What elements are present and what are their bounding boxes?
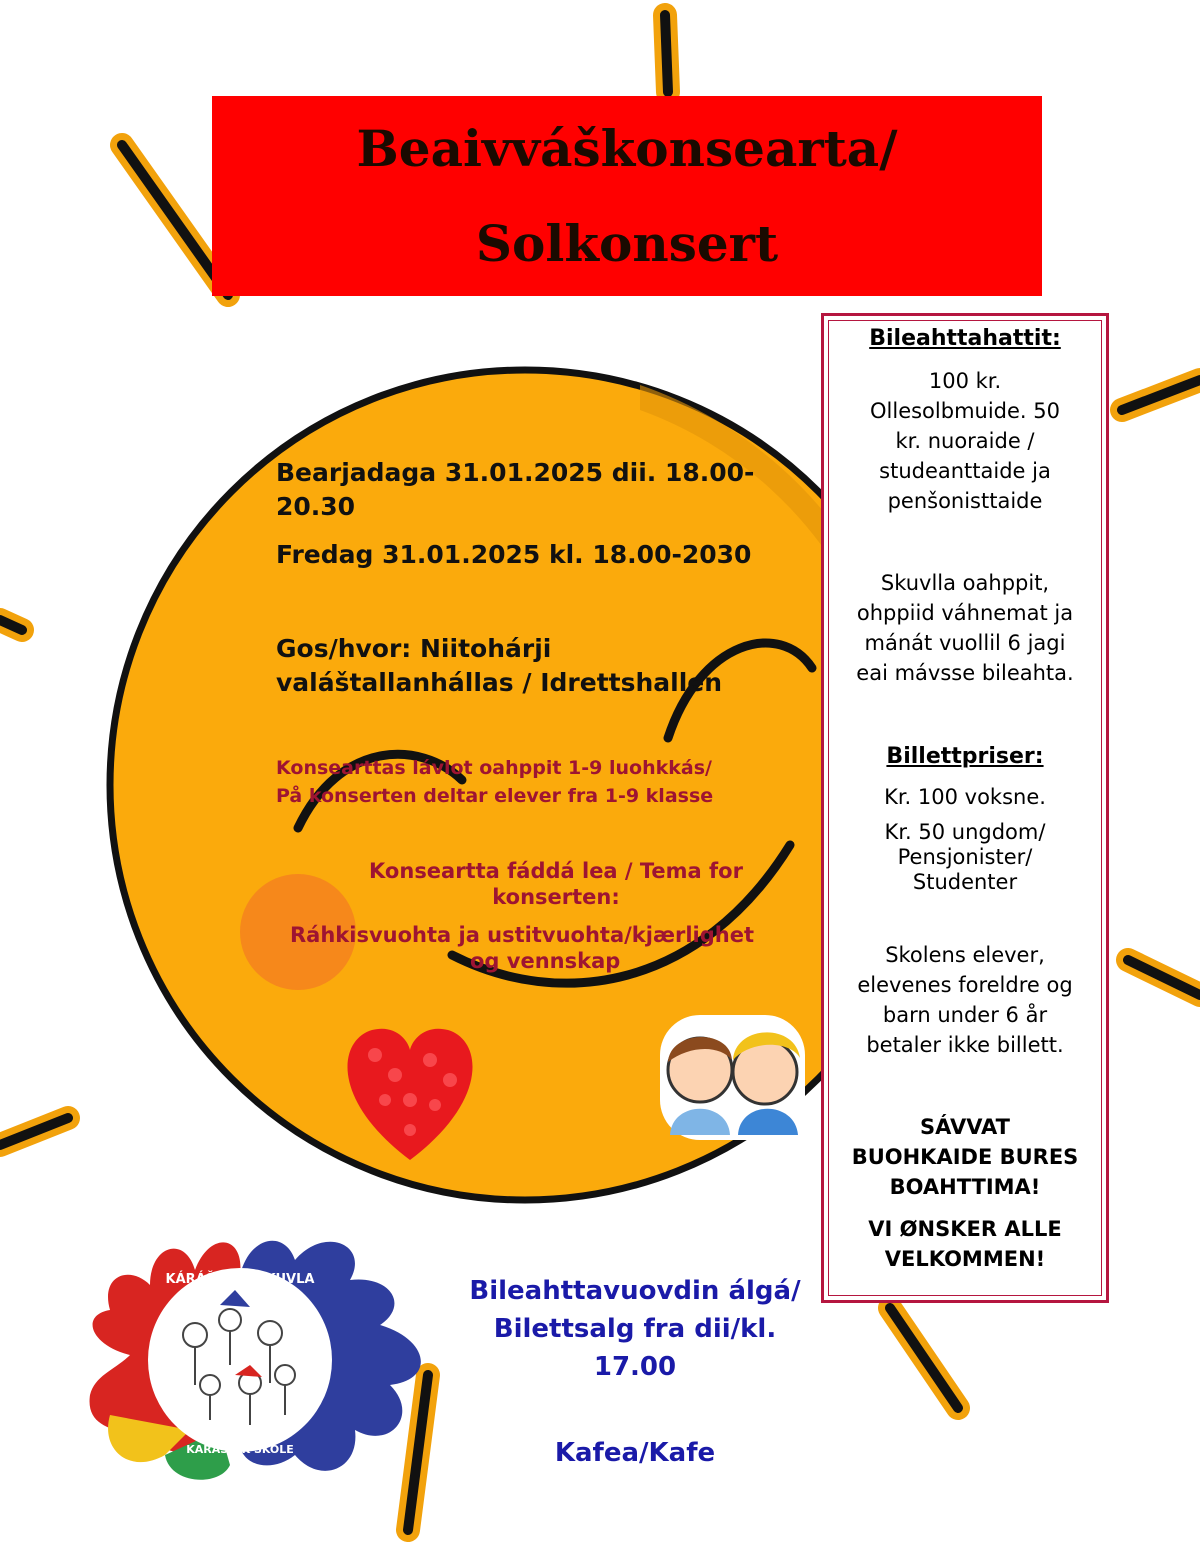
price-adult: Kr. 100 voksne. (884, 785, 1046, 809)
welcome-sami-line: BOAHTTIMA! (889, 1175, 1041, 1199)
ticket-prices-sami (830, 366, 1100, 516)
ticket-price-sami-line: kr. nuoraide / (895, 429, 1035, 453)
ticket-heading-sami: Bileahttahattit: (869, 326, 1061, 351)
free-entry-sami-line: ohppiid váhnemat ja (856, 601, 1074, 625)
free-entry-norwegian-line: elevenes foreldre og (857, 973, 1073, 997)
date-sami (276, 456, 816, 524)
sun-ray (665, 15, 668, 92)
kids-illustration (660, 1015, 805, 1140)
title-line-1: Beaivváškonsearta/ (356, 119, 898, 178)
theme-line-2: konserten: (492, 885, 620, 909)
price-reduced (830, 820, 1100, 895)
school-logo (70, 1215, 450, 1495)
free-entry-norwegian-line: barn under 6 år (882, 1003, 1048, 1027)
cafe-label: Kafea/Kafe (554, 1438, 716, 1468)
sun-ray (890, 1308, 958, 1408)
welcome-sami (830, 1112, 1100, 1202)
logo-circle (148, 1268, 332, 1452)
sun-ray (0, 620, 22, 630)
venue-line-1: Gos/hvor: Niitohárji (276, 634, 552, 663)
free-entry-sami (830, 568, 1100, 688)
venue-line-2: valáštallanhállas / Idrettshallen (276, 668, 723, 697)
theme-value-line-1: Ráhkisvuohta ja ustitvuohta/kjærlighet (290, 923, 754, 947)
sun-ray (1128, 960, 1200, 995)
venue (276, 632, 816, 700)
free-entry-norwegian-line: Skolens elever, (885, 943, 1045, 967)
free-entry-sami-line: eai mávsse bileahta. (856, 661, 1074, 685)
date-norwegian: Fredag 31.01.2025 kl. 18.00-2030 (276, 540, 752, 569)
logo-text-top: KÁRÁŠJOGA SKUVLA (165, 1272, 315, 1287)
logo-text-bottom: KARASJOK SKOLE (186, 1443, 294, 1456)
price-reduced-line: Pensjonister/ (897, 845, 1033, 869)
ticket-price-sami-line: Ollesolbmuide. 50 (870, 399, 1060, 423)
free-entry-sami-line: Skuvlla oahppit, (880, 571, 1050, 595)
participants (276, 754, 816, 810)
ticket-sale (440, 1272, 830, 1386)
participants-line-1: Konsearttas lávlot oahppit 1-9 luohkkás/ (276, 757, 712, 779)
ticket-sale-line-3: 17.00 (593, 1352, 677, 1382)
sun-ray (0, 1118, 68, 1145)
ticket-sale-line-1: Bileahttavuovdin álgá/ (469, 1276, 801, 1306)
welcome-norwegian-line: VI ØNSKER ALLE (868, 1217, 1062, 1241)
title-banner (212, 96, 1042, 296)
theme-line-1: Konseartta fáddá lea / Tema for (369, 859, 743, 883)
theme-value (290, 922, 830, 974)
title-line-2: Solkonsert (475, 214, 779, 273)
date-sami-line-2: 20.30 (276, 492, 356, 521)
theme-heading (296, 858, 816, 910)
price-reduced-line: Studenter (912, 870, 1018, 894)
theme-value-line-2: og vennskap (470, 949, 621, 973)
sun-ray (1122, 380, 1200, 410)
ticket-heading-norwegian: Billettpriser: (886, 744, 1044, 769)
ticket-sale-line-2: Bilettsalg fra dii/kl. (493, 1314, 777, 1344)
ticket-price-sami-line: studeanttaide ja (879, 459, 1051, 483)
welcome-norwegian-line: VELKOMMEN! (884, 1247, 1046, 1271)
welcome-sami-line: BUOHKAIDE BURES (851, 1145, 1079, 1169)
free-entry-norwegian (830, 940, 1100, 1060)
ticket-price-sami-line: 100 kr. (928, 369, 1002, 393)
welcome-norwegian (830, 1214, 1100, 1274)
date-sami-line-1: Bearjadaga 31.01.2025 dii. 18.00- (276, 458, 755, 487)
participants-line-2: På konserten deltar elever fra 1-9 klasse (276, 785, 714, 807)
price-reduced-line: Kr. 50 ungdom/ (884, 820, 1046, 844)
free-entry-norwegian-line: betaler ikke billett. (866, 1033, 1064, 1057)
free-entry-sami-line: mánát vuollil 6 jagi (864, 631, 1066, 655)
welcome-sami-line: SÁVVAT (920, 1115, 1010, 1139)
ticket-price-sami-line: penšonisttaide (887, 489, 1043, 513)
